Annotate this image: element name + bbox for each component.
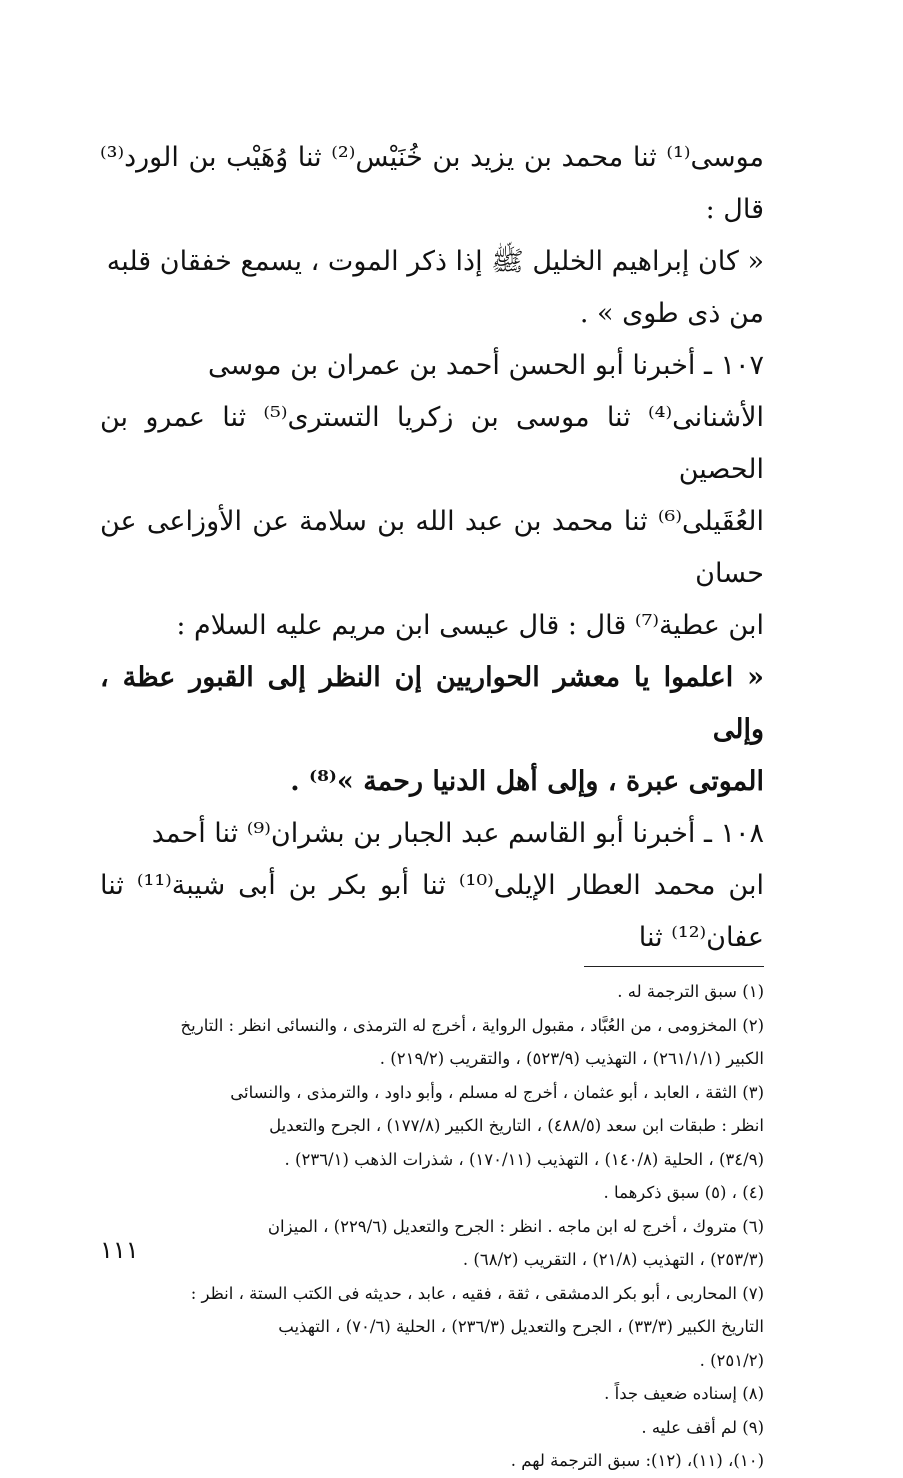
footnote-line: (٢٥١/٢) . bbox=[699, 1350, 764, 1370]
footnote-divider bbox=[584, 966, 764, 967]
footnote-line: (٣) الثقة ، العابد ، أبو عثمان ، أخرج له مسلم ، وأبو داود ، والترمذى ، والنسائى bbox=[230, 1082, 764, 1102]
footnote-line: (١٠)، (١١)، (١٢): سبق الترجمة لهم . bbox=[510, 1451, 764, 1470]
text-line-8: « اعلموا يا معشر الحواريين إن النظر إلى القبور عظة ، وإلى bbox=[100, 662, 764, 745]
text-line-2: « كان إبراهيم الخليل ﷺ إذا ذكر الموت ، يسمع خفقان قلبه bbox=[106, 246, 764, 277]
footnote-line: (١) سبق الترجمة له . bbox=[617, 982, 764, 1001]
text-line-1: موسى⁽¹⁾ ثنا محمد بن يزيد بن خُنَيْس⁽²⁾ ثنا وُهَيْب بن الورد⁽³⁾ قال : bbox=[100, 142, 764, 225]
footnote-line: (٦) متروك ، أخرج له ابن ماجه . انظر : الجرح والتعديل (٢٢٩/٦) ، الميزان bbox=[267, 1216, 764, 1236]
text-line-11: ابن محمد العطار الإيلى⁽¹⁰⁾ ثنا أبو بكر بن أبى شيبة⁽¹¹⁾ ثنا عفان⁽¹²⁾ ثنا bbox=[100, 870, 765, 953]
footnote-line: انظر : طبقات ابن سعد (٤٨٨/٥) ، التاريخ الكبير (١٧٧/٨) ، الجرح والتعديل bbox=[269, 1116, 764, 1135]
text-line-7: ابن عطية⁽⁷⁾ قال : قال عيسى ابن مريم عليه السلام : bbox=[176, 610, 764, 641]
text-line-5: الأشنانى⁽⁴⁾ ثنا موسى بن زكريا التسترى⁽⁵⁾ ثنا عمرو بن الحصين bbox=[100, 402, 764, 485]
text-line-6: العُقَيلى⁽⁶⁾ ثنا محمد بن عبد الله بن سلامة عن الأوزاعى عن حسان bbox=[100, 506, 764, 589]
main-text bbox=[100, 132, 764, 964]
footnote-line: (٣٤/٩) ، الحلية (١٤٠/٨) ، التهذيب (١٧٠/١١) ، شذرات الذهب (٢٣٦/١) . bbox=[284, 1149, 764, 1169]
text-line-9: الموتى عبرة ، وإلى أهل الدنيا رحمة »⁽⁸⁾ . bbox=[290, 766, 764, 797]
text-line-4: ١٠٧ ـ أخبرنا أبو الحسن أحمد بن عمران بن موسى bbox=[207, 350, 764, 381]
footnote-line: (٢) المخزومى ، من العُبَّاد ، مقبول الرواية ، أخرج له الترمذى ، والنسائى انظر : التاريخ bbox=[180, 1015, 764, 1035]
text-line-3: من ذى طوى » . bbox=[579, 298, 764, 329]
footnote-line: (٧) المحاربى ، أبو بكر الدمشقى ، ثقة ، فقيه ، عابد ، حديثه فى الكتب الستة ، انظر : bbox=[190, 1283, 764, 1303]
footnote-line: (٨) إسناده ضعيف جداً . bbox=[604, 1384, 764, 1403]
footnote-line: (٤) ، (٥) سبق ذكرهما . bbox=[603, 1183, 764, 1202]
footnote-line: (٩) لم أقف عليه . bbox=[641, 1417, 764, 1437]
text-line-10: ١٠٨ ـ أخبرنا أبو القاسم عبد الجبار بن بشران⁽⁹⁾ ثنا أحمد bbox=[151, 818, 764, 849]
page-content bbox=[100, 132, 764, 1478]
footnotes bbox=[100, 975, 764, 1478]
footnote-line: الكبير (٢٦١/١/١) ، التهذيب (٥٢٣/٩) ، والتقريب (٢١٩/٢) . bbox=[379, 1049, 764, 1068]
footnote-line: التاريخ الكبير (٣٣/٣) ، الجرح والتعديل (٢٣٦/٣) ، الحلية (٧٠/٦) ، التهذيب bbox=[278, 1317, 764, 1336]
footnote-line: (٢٥٣/٣) ، التهذيب (٢١/٨) ، التقريب (٦٨/٢) . bbox=[462, 1250, 764, 1269]
page-number: ١١١ bbox=[100, 1236, 139, 1264]
